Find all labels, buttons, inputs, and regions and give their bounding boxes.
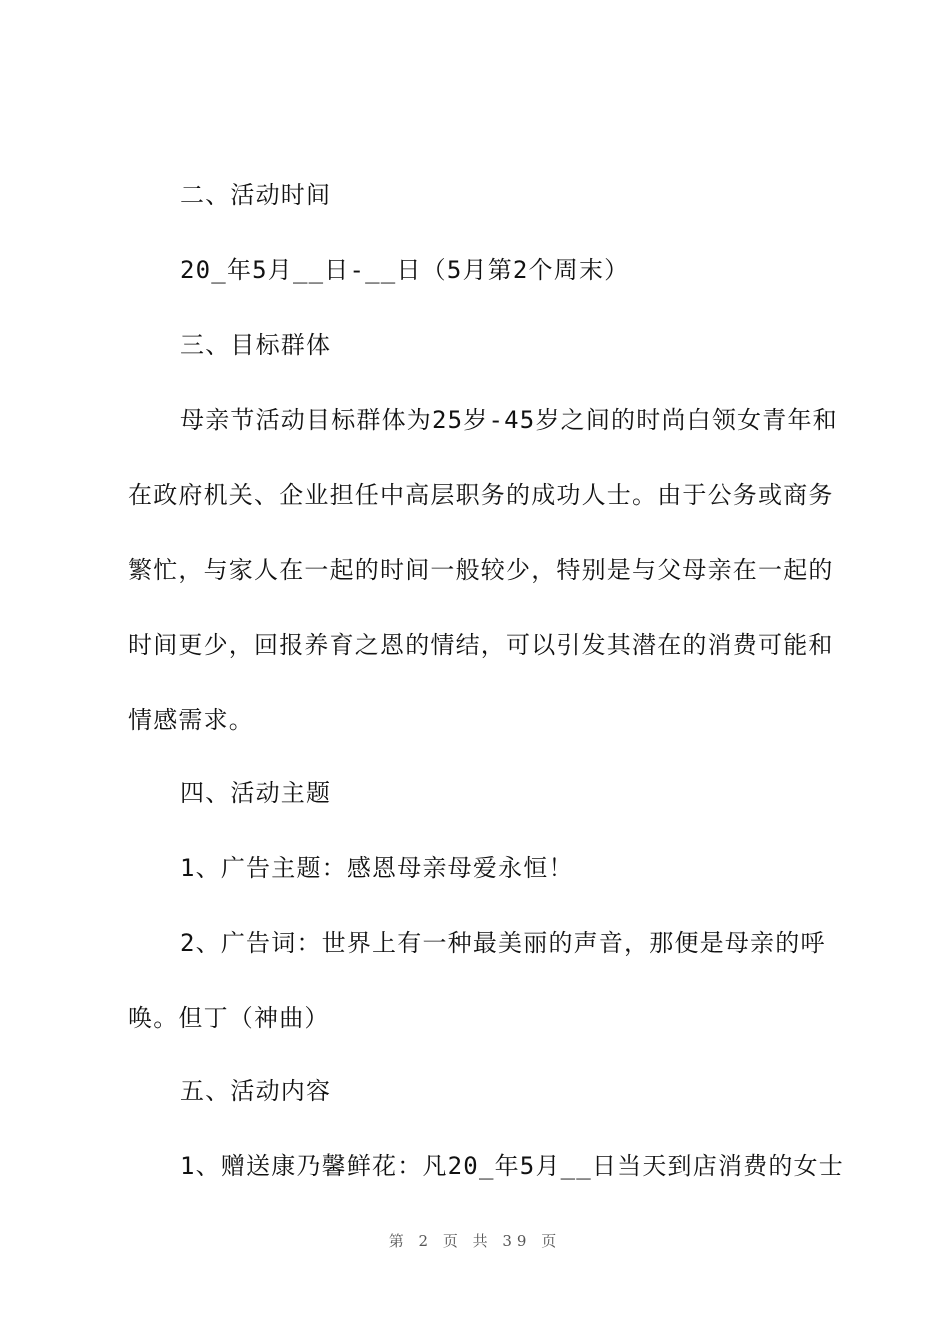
list-item-gift-flowers: 1、赠送康乃馨鲜花：凡20_年5月__日当天到店消费的女士 xyxy=(180,1152,844,1180)
list-item-ad-slogan: 2、广告词：世界上有一种最美丽的声音，那便是母亲的呼 xyxy=(180,929,826,957)
paragraph-line: 时间更少，回报养育之恩的情结，可以引发其潜在的消费可能和 xyxy=(128,631,834,659)
paragraph-line: 在政府机关、企业担任中高层职务的成功人士。由于公务或商务 xyxy=(128,481,834,509)
paragraph-line: 繁忙，与家人在一起的时间一般较少，特别是与父母亲在一起的 xyxy=(128,556,834,584)
section-heading-activity-time: 二、活动时间 xyxy=(180,181,332,209)
paragraph-line: 唤。但丁（神曲） xyxy=(128,1004,330,1032)
paragraph-line: 母亲节活动目标群体为25岁-45岁之间的时尚白领女青年和 xyxy=(180,406,838,434)
section-heading-target-group: 三、目标群体 xyxy=(180,331,332,359)
list-item-ad-theme: 1、广告主题：感恩母亲母爱永恒！ xyxy=(180,854,574,882)
page-number-footer: 第 2 页 共 39 页 xyxy=(388,1232,562,1250)
paragraph-line: 情感需求。 xyxy=(128,706,254,734)
activity-date-line: 20_年5月__日-__日（5月第2个周末） xyxy=(180,256,630,284)
section-heading-activity-theme: 四、活动主题 xyxy=(180,779,332,807)
section-heading-activity-content: 五、活动内容 xyxy=(180,1077,332,1105)
